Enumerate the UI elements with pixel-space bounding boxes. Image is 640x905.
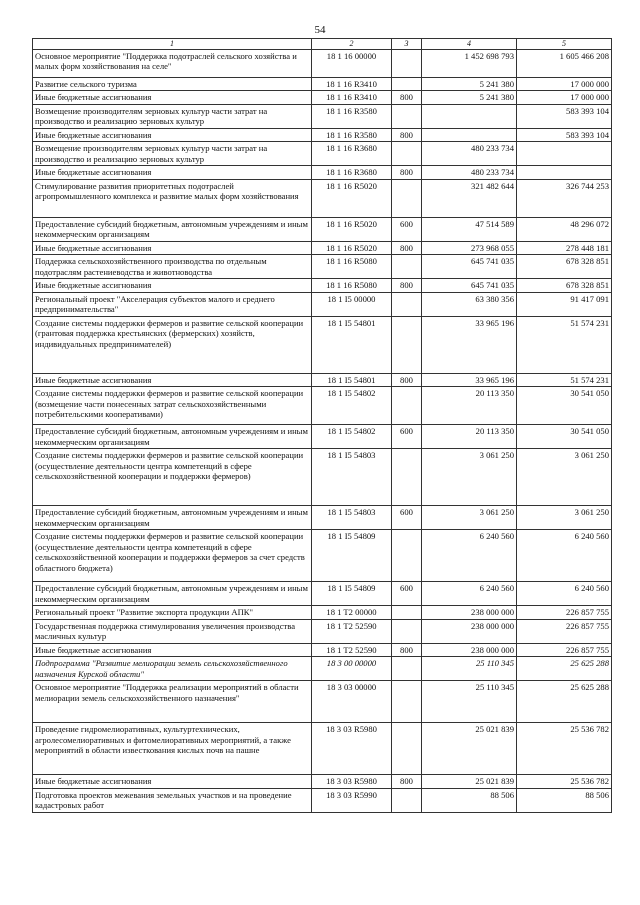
row-name: Иные бюджетные ассигнования: [33, 166, 312, 179]
amount-year-1: 1 452 698 793: [422, 49, 517, 77]
column-number: 2: [312, 39, 392, 50]
target-code: 18 1 16 R3580: [312, 104, 392, 128]
expense-type: 600: [392, 506, 422, 530]
expense-type: [392, 49, 422, 77]
amount-year-2: 6 240 560: [517, 582, 612, 606]
table-row: [33, 128, 612, 141]
amount-year-1: 25 021 839: [422, 723, 517, 775]
expense-type: [392, 387, 422, 425]
expense-type: 800: [392, 166, 422, 179]
row-name: Иные бюджетные ассигнования: [33, 128, 312, 141]
column-number-row: [33, 39, 612, 50]
amount-year-2: 326 744 253: [517, 179, 612, 217]
target-code: 18 1 16 R5020: [312, 179, 392, 217]
expense-type: 800: [392, 279, 422, 292]
amount-year-2: 30 541 050: [517, 425, 612, 449]
target-code: 18 1 16 R3410: [312, 91, 392, 104]
table-row: [33, 179, 612, 217]
table-row: [33, 387, 612, 425]
table-row: [33, 217, 612, 241]
amount-year-2: 30 541 050: [517, 387, 612, 425]
amount-year-1: 480 233 734: [422, 166, 517, 179]
amount-year-2: 6 240 560: [517, 530, 612, 582]
amount-year-2: 25 625 288: [517, 657, 612, 681]
amount-year-1: 6 240 560: [422, 530, 517, 582]
target-code: 18 1 16 R5080: [312, 255, 392, 279]
column-number: 3: [392, 39, 422, 50]
target-code: 18 3 03 R5980: [312, 723, 392, 775]
amount-year-2: 17 000 000: [517, 77, 612, 90]
expense-type: [392, 77, 422, 90]
target-code: 18 1 I5 54809: [312, 530, 392, 582]
amount-year-1: 3 061 250: [422, 449, 517, 506]
row-name: Основное мероприятие "Поддержка подотраслей сельского хозяйства и малых форм хозяйствования на селе": [33, 49, 312, 77]
table-row: [33, 582, 612, 606]
row-name: Государственная поддержка стимулирования увеличения производства масличных культур: [33, 619, 312, 643]
expense-type: [392, 449, 422, 506]
column-number: 5: [517, 39, 612, 50]
row-name: Иные бюджетные ассигнования: [33, 241, 312, 254]
target-code: 18 1 16 R5080: [312, 279, 392, 292]
row-name: Иные бюджетные ассигнования: [33, 91, 312, 104]
page-number: 54: [314, 24, 326, 36]
row-name: Региональный проект "Развитие экспорта продукции АПК": [33, 606, 312, 619]
amount-year-2: 678 328 851: [517, 279, 612, 292]
amount-year-2: 678 328 851: [517, 255, 612, 279]
target-code: 18 1 I5 54809: [312, 582, 392, 606]
amount-year-1: 3 061 250: [422, 506, 517, 530]
expense-type: [392, 142, 422, 166]
amount-year-1: 321 482 644: [422, 179, 517, 217]
expense-type: 800: [392, 128, 422, 141]
row-name: Создание системы поддержки фермеров и развитие сельской кооперации (осуществление деятельности центра компетенций в сфере сельскохозяйственной кооперации и поддержки фермеров): [33, 449, 312, 506]
row-name: Проведение гидромелиоративных, культуртехнических, агролесомелиоративных и фитомелиоративных мероприятий, а также мероприятий в области известкования кислых почв на пашне: [33, 723, 312, 775]
table-row: [33, 77, 612, 90]
target-code: 18 1 I5 54802: [312, 425, 392, 449]
amount-year-2: [517, 166, 612, 179]
amount-year-2: 226 857 755: [517, 643, 612, 656]
target-code: 18 1 I5 54802: [312, 387, 392, 425]
table-row: [33, 506, 612, 530]
amount-year-2: [517, 142, 612, 166]
amount-year-2: 51 574 231: [517, 373, 612, 386]
table-row: [33, 425, 612, 449]
expense-type: 800: [392, 241, 422, 254]
table-row: [33, 316, 612, 373]
table-row: [33, 166, 612, 179]
amount-year-2: 25 536 782: [517, 723, 612, 775]
target-code: 18 1 I5 54801: [312, 373, 392, 386]
budget-table: [32, 38, 612, 813]
expense-type: [392, 255, 422, 279]
target-code: 18 3 03 00000: [312, 681, 392, 723]
row-name: Поддержка сельскохозяйственного производства по отдельным подотраслям растениеводства и животноводства: [33, 255, 312, 279]
amount-year-1: 25 021 839: [422, 775, 517, 788]
target-code: 18 1 T2 00000: [312, 606, 392, 619]
amount-year-2: 278 448 181: [517, 241, 612, 254]
table-row: [33, 142, 612, 166]
amount-year-1: 88 506: [422, 788, 517, 812]
amount-year-1: 645 741 035: [422, 255, 517, 279]
row-name: Подпрограмма "Развитие мелиорации земель сельскохозяйственного назначения Курской области": [33, 657, 312, 681]
amount-year-1: 238 000 000: [422, 606, 517, 619]
table-row: [33, 606, 612, 619]
expense-type: 800: [392, 643, 422, 656]
target-code: 18 1 16 00000: [312, 49, 392, 77]
table-row: [33, 373, 612, 386]
amount-year-1: 645 741 035: [422, 279, 517, 292]
row-name: Иные бюджетные ассигнования: [33, 643, 312, 656]
amount-year-2: 25 625 288: [517, 681, 612, 723]
row-name: Предоставление субсидий бюджетным, автономным учреждениям и иным некоммерческим организациям: [33, 217, 312, 241]
amount-year-1: 5 241 380: [422, 77, 517, 90]
amount-year-1: 238 000 000: [422, 643, 517, 656]
expense-type: [392, 179, 422, 217]
target-code: 18 1 I5 54803: [312, 449, 392, 506]
target-code: 18 1 T2 52590: [312, 619, 392, 643]
amount-year-1: 20 113 350: [422, 425, 517, 449]
expense-type: [392, 316, 422, 373]
target-code: 18 1 I5 00000: [312, 292, 392, 316]
amount-year-2: 3 061 250: [517, 506, 612, 530]
expense-type: [392, 104, 422, 128]
expense-type: [392, 606, 422, 619]
target-code: 18 1 T2 52590: [312, 643, 392, 656]
expense-type: [392, 681, 422, 723]
target-code: 18 3 03 R5990: [312, 788, 392, 812]
row-name: Иные бюджетные ассигнования: [33, 373, 312, 386]
table-row: [33, 619, 612, 643]
row-name: Предоставление субсидий бюджетным, автономным учреждениям и иным некоммерческим организациям: [33, 506, 312, 530]
amount-year-2: 88 506: [517, 788, 612, 812]
amount-year-1: 273 968 055: [422, 241, 517, 254]
target-code: 18 1 16 R3580: [312, 128, 392, 141]
row-name: Иные бюджетные ассигнования: [33, 279, 312, 292]
target-code: 18 3 03 R5980: [312, 775, 392, 788]
row-name: Создание системы поддержки фермеров и развитие сельской кооперации (грантовая поддержка крестьянских (фермерских) хозяйств, индивидуальных предпринимателей): [33, 316, 312, 373]
amount-year-1: 238 000 000: [422, 619, 517, 643]
expense-type: 600: [392, 217, 422, 241]
column-number: 1: [33, 39, 312, 50]
table-row: [33, 279, 612, 292]
amount-year-2: 91 417 091: [517, 292, 612, 316]
row-name: Предоставление субсидий бюджетным, автономным учреждениям и иным некоммерческим организациям: [33, 582, 312, 606]
table-row: [33, 91, 612, 104]
amount-year-2: 25 536 782: [517, 775, 612, 788]
row-name: Основное мероприятие "Поддержка реализации мероприятий в области мелиорации земель сельскохозяйственного назначения": [33, 681, 312, 723]
expense-type: [392, 530, 422, 582]
amount-year-2: 583 393 104: [517, 128, 612, 141]
amount-year-2: 226 857 755: [517, 619, 612, 643]
table-row: [33, 681, 612, 723]
target-code: 18 1 16 R3410: [312, 77, 392, 90]
amount-year-2: 583 393 104: [517, 104, 612, 128]
amount-year-2: 226 857 755: [517, 606, 612, 619]
amount-year-1: 33 965 196: [422, 316, 517, 373]
amount-year-1: 20 113 350: [422, 387, 517, 425]
table-row: [33, 241, 612, 254]
amount-year-1: 63 380 356: [422, 292, 517, 316]
amount-year-1: 25 110 345: [422, 681, 517, 723]
target-code: 18 1 16 R5020: [312, 217, 392, 241]
expense-type: [392, 723, 422, 775]
table-row: [33, 530, 612, 582]
row-name: Региональный проект "Акселерация субъектов малого и среднего предпринимательства": [33, 292, 312, 316]
expense-type: 600: [392, 582, 422, 606]
expense-type: 800: [392, 775, 422, 788]
expense-type: [392, 657, 422, 681]
target-code: 18 1 I5 54801: [312, 316, 392, 373]
row-name: Возмещение производителям зерновых культур части затрат на производство и реализацию зерновых культур: [33, 104, 312, 128]
target-code: 18 1 16 R5020: [312, 241, 392, 254]
amount-year-1: 33 965 196: [422, 373, 517, 386]
amount-year-2: 3 061 250: [517, 449, 612, 506]
table-row: [33, 49, 612, 77]
amount-year-2: 17 000 000: [517, 91, 612, 104]
amount-year-2: 51 574 231: [517, 316, 612, 373]
table-row: [33, 788, 612, 812]
table-row: [33, 657, 612, 681]
amount-year-1: 480 233 734: [422, 142, 517, 166]
column-number: 4: [422, 39, 517, 50]
table-row: [33, 449, 612, 506]
amount-year-1: 5 241 380: [422, 91, 517, 104]
amount-year-1: [422, 128, 517, 141]
table-row: [33, 643, 612, 656]
target-code: 18 3 00 00000: [312, 657, 392, 681]
target-code: 18 1 16 R3680: [312, 166, 392, 179]
amount-year-2: 1 605 466 208: [517, 49, 612, 77]
row-name: Иные бюджетные ассигнования: [33, 775, 312, 788]
budget-table-body: [33, 39, 612, 813]
expense-type: 800: [392, 91, 422, 104]
expense-type: 600: [392, 425, 422, 449]
row-name: Подготовка проектов межевания земельных участков и на проведение кадастровых работ: [33, 788, 312, 812]
table-row: [33, 255, 612, 279]
expense-type: [392, 619, 422, 643]
amount-year-1: 47 514 589: [422, 217, 517, 241]
row-name: Возмещение производителям зерновых культур части затрат на производство и реализацию зерновых культур: [33, 142, 312, 166]
table-row: [33, 104, 612, 128]
row-name: Развитие сельского туризма: [33, 77, 312, 90]
expense-type: [392, 788, 422, 812]
row-name: Предоставление субсидий бюджетным, автономным учреждениям и иным некоммерческим организациям: [33, 425, 312, 449]
row-name: Создание системы поддержки фермеров и развитие сельской кооперации (возмещение части понесенных затрат сельскохозяйственными потребительскими кооперативами): [33, 387, 312, 425]
amount-year-1: [422, 104, 517, 128]
target-code: 18 1 I5 54803: [312, 506, 392, 530]
amount-year-2: 48 296 072: [517, 217, 612, 241]
amount-year-1: 6 240 560: [422, 582, 517, 606]
expense-type: 800: [392, 373, 422, 386]
target-code: 18 1 16 R3680: [312, 142, 392, 166]
table-row: [33, 292, 612, 316]
expense-type: [392, 292, 422, 316]
table-row: [33, 775, 612, 788]
amount-year-1: 25 110 345: [422, 657, 517, 681]
row-name: Стимулирование развития приоритетных подотраслей агропромышленного комплекса и развитие малых форм хозяйствования: [33, 179, 312, 217]
table-row: [33, 723, 612, 775]
row-name: Создание системы поддержки фермеров и развитие сельской кооперации (осуществление деятельности центра компетенций в сфере сельскохозяйственной кооперации и поддержки фермеров за счет средств областного бюджета): [33, 530, 312, 582]
